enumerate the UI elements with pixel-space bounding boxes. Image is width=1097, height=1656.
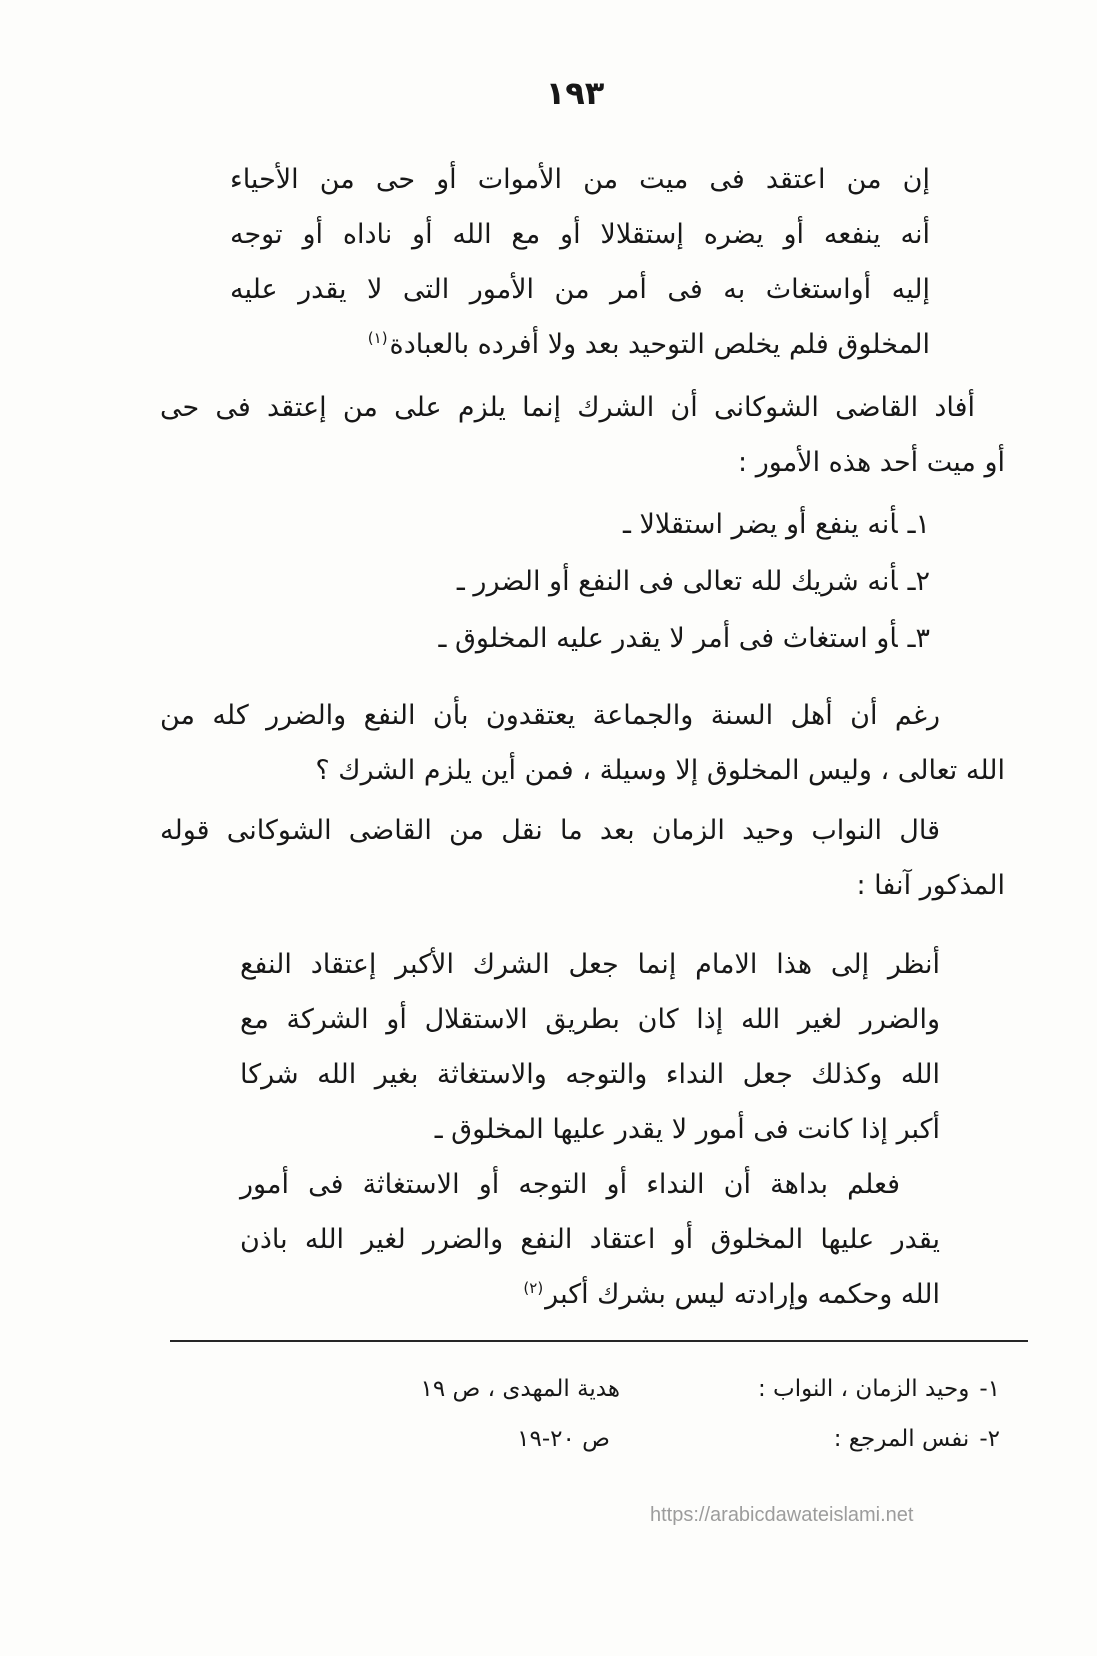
text-line: فعلم بداهة أن النداء أو التوجه أو الاستغاثة فى أمور [240, 1169, 900, 1200]
text-line: أكبر إذا كانت فى أمور لا يقدر عليها المخلوق ـ [434, 1114, 940, 1145]
footnote-author: نفس المرجع : [833, 1426, 970, 1452]
list-item-number: ٣ـ [907, 623, 930, 654]
list-item-number: ١ـ [907, 509, 930, 540]
text-line [240, 1267, 940, 1322]
footnote-source [758, 1366, 1000, 1412]
text-line: المذكور آنفا : [856, 870, 1005, 901]
watermark-url: https://arabicdawateislami.net [650, 1504, 914, 1526]
text-line: رغم أن أهل السنة والجماعة يعتقدون بأن النفع والضرر كله من [160, 700, 940, 731]
text-line-content: الله وحكمه وإرادته ليس بشرك أكبر [545, 1279, 940, 1310]
paragraph [160, 688, 1005, 798]
footnote-reference: (٢) [523, 1279, 544, 1297]
numbered-list [230, 496, 930, 667]
text-line: أنه ينفعه أو يضره إستقلالا أو مع الله أو ناداه أو توجه [230, 219, 930, 250]
footnote-number: ١- [979, 1376, 1000, 1402]
opening-quote-block [230, 152, 930, 372]
footnote-reference: (١) [367, 329, 388, 347]
list-item-text: أو استغاث فى أمر لا يقدر عليه المخلوق ـ [438, 623, 898, 654]
text-line: قال النواب وحيد الزمان بعد ما نقل من القاضى الشوكانى قوله [160, 815, 940, 846]
text-line: والضرر لغير الله إذا كان بطريق الاستقلال أو الشركة مع [240, 1004, 940, 1035]
text-line-content: المخلوق فلم يخلص التوحيد بعد ولا أفرده بالعبادة [389, 329, 930, 360]
footnote-divider [170, 1340, 1028, 1342]
list-item [230, 553, 930, 610]
list-item [230, 610, 930, 667]
text-line: أفاد القاضى الشوكانى أن الشرك إنما يلزم على من إعتقد فى حى [160, 392, 975, 423]
list-item-text: أنه ينفع أو يضر استقلالا ـ [623, 509, 898, 540]
text-line: إليه أواستغاث به فى أمر من الأمور التى لا يقدر عليه [230, 274, 930, 305]
text-line: أنظر إلى هذا الامام إنما جعل الشرك الأكبر إعتقاد النفع [240, 949, 940, 980]
quoted-passage [240, 937, 940, 1322]
footnote-number: ٢- [979, 1426, 1000, 1452]
footnote-title: هدية المهدى ، ص ١٩ [420, 1376, 620, 1402]
text-line: أو ميت أحد هذه الأمور : [738, 447, 1005, 478]
list-item-number: ٢ـ [907, 566, 930, 597]
list-item [230, 496, 930, 553]
page-number: ١٩٣ [545, 74, 605, 112]
paragraph [160, 380, 1005, 490]
list-item-text: أنه شريك لله تعالى فى النفع أو الضرر ـ [456, 566, 898, 597]
footnote-source [834, 1416, 1000, 1462]
text-line [230, 317, 930, 372]
text-line: يقدر عليها المخلوق أو اعتقاد النفع والضرر لغير الله باذن [240, 1224, 940, 1255]
footnote [0, 1366, 1097, 1412]
text-line: الله تعالى ، وليس المخلوق إلا وسيلة ، فمن أين يلزم الشرك ؟ [315, 755, 1005, 786]
footnote-title: ص ٢٠-١٩ [517, 1426, 610, 1452]
text-line: الله وكذلك جعل النداء والتوجه والاستغاثة بغير الله شركا [240, 1059, 940, 1090]
text-line: إن من اعتقد فى ميت من الأموات أو حى من الأحياء [230, 164, 930, 195]
paragraph [160, 803, 1005, 913]
footnote [0, 1416, 1097, 1462]
footnote-author: وحيد الزمان ، النواب : [758, 1376, 970, 1402]
